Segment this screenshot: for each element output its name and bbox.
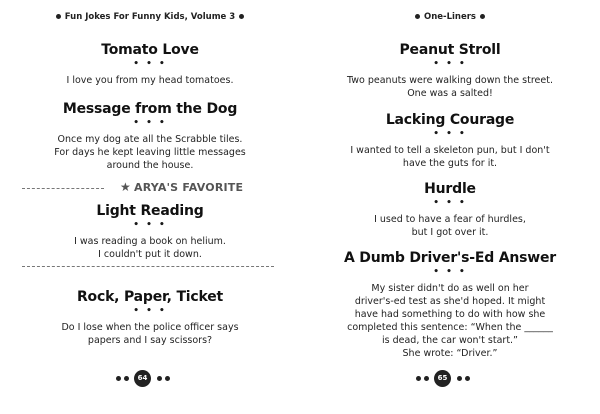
joke-line: have had something to do with how she [354, 309, 546, 320]
joke-line: but I got over it. [411, 227, 489, 238]
star-icon: ★ [120, 180, 131, 194]
bullet-icon [124, 376, 129, 381]
joke-dots: • • • [433, 129, 467, 139]
joke-line: driver's-ed test as she'd hoped. It might [354, 296, 546, 307]
bullet-icon [415, 14, 420, 19]
joke-line: One was a salted! [407, 88, 493, 99]
joke-line: I wanted to tell a skeleton pun, but I don't [350, 145, 550, 156]
joke-message-from-dog [0, 101, 300, 172]
joke-rock-paper-ticket [0, 289, 300, 347]
bullet-icon [165, 376, 170, 381]
joke-line: She wrote: “Driver.” [402, 348, 498, 359]
joke-dots: • • • [433, 198, 467, 208]
joke-dots: • • • [133, 118, 167, 128]
joke-line: I love you from my head tomatoes. [66, 75, 234, 86]
joke-line: I was reading a book on helium. [74, 236, 226, 247]
joke-tomato-love [0, 42, 300, 87]
bullet-icon [116, 376, 121, 381]
bullet-icon [424, 376, 429, 381]
joke-title: Lacking Courage [385, 112, 515, 128]
joke-line: For days he kept leaving little messages [54, 147, 246, 158]
joke-line: papers and I say scissors? [87, 335, 213, 346]
favorite-label: ARYA'S FAVORITE [134, 181, 244, 194]
running-header-left: Fun Jokes For Funny Kids, Volume 3 [0, 12, 300, 22]
joke-title: Light Reading [96, 203, 204, 219]
joke-line: completed this sentence: “When the ______ [347, 322, 553, 333]
bullet-icon [416, 376, 421, 381]
joke-line: Do I lose when the police officer says [61, 322, 239, 333]
dashed-rule [22, 266, 274, 267]
joke-line: have the guts for it. [402, 158, 498, 169]
joke-light-reading [0, 203, 300, 261]
page-number: 64 [134, 370, 151, 387]
joke-title: Tomato Love [101, 42, 199, 58]
bullet-icon [56, 14, 61, 19]
joke-line: is dead, the car won't start.” [382, 335, 518, 346]
joke-title: Hurdle [424, 181, 476, 197]
joke-dots: • • • [133, 220, 167, 230]
joke-hurdle [300, 181, 600, 239]
joke-dots: • • • [433, 267, 467, 277]
bullet-icon [465, 376, 470, 381]
joke-dumb-drivers-ed-answer [300, 250, 600, 360]
joke-title: Message from the Dog [62, 101, 238, 117]
joke-dots: • • • [433, 59, 467, 69]
dashed-rule [22, 188, 104, 189]
bullet-icon [239, 14, 244, 19]
joke-line: Two peanuts were walking down the street. [347, 75, 553, 86]
running-header-right: One-Liners [300, 12, 600, 22]
page-number: 65 [434, 370, 451, 387]
joke-line: My sister didn't do as well on her [371, 283, 529, 294]
joke-lacking-courage [300, 112, 600, 170]
favorite-divider [22, 181, 272, 195]
joke-line: Once my dog ate all the Scrabble tiles. [57, 134, 243, 145]
bullet-icon [480, 14, 485, 19]
page-number-right [300, 370, 600, 386]
joke-line: I used to have a fear of hurdles, [374, 214, 526, 225]
joke-line: I couldn't put it down. [98, 249, 202, 260]
joke-title: Peanut Stroll [399, 42, 501, 58]
joke-title: A Dumb Driver's-Ed Answer [344, 250, 556, 266]
joke-dots: • • • [133, 306, 167, 316]
right-page [300, 0, 600, 414]
joke-line: around the house. [106, 160, 194, 171]
page-number-left [0, 370, 300, 386]
joke-dots: • • • [133, 59, 167, 69]
joke-peanut-stroll [300, 42, 600, 100]
joke-title: Rock, Paper, Ticket [76, 289, 224, 305]
bullet-icon [157, 376, 162, 381]
bullet-icon [457, 376, 462, 381]
